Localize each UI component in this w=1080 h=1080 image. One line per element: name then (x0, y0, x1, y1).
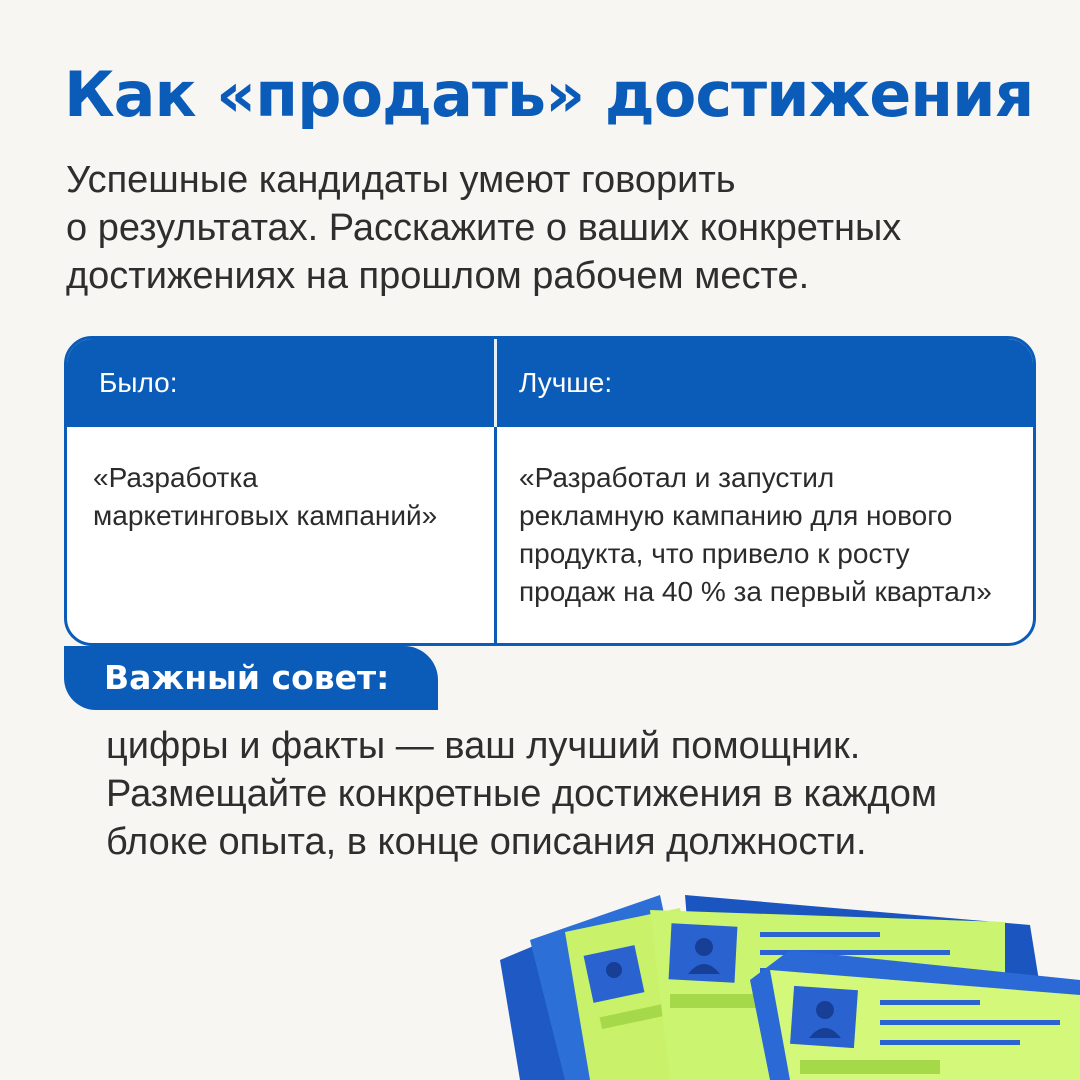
tip-text (106, 722, 937, 866)
tip-label: Важный совет: (104, 658, 390, 697)
header-better: Лучше: (519, 367, 613, 398)
cell-before (93, 459, 437, 535)
tip-line: Размещайте конкретные достижения в каждом (106, 773, 937, 815)
tip-badge (64, 646, 438, 710)
tip-line: цифры и факты — ваш лучший помощник. (106, 725, 861, 767)
cell-line: продаж на 40 % за первый квартал» (519, 576, 992, 607)
cell-line: рекламную кампанию для нового (519, 500, 953, 531)
header-before: Было: (99, 367, 178, 398)
comparison-table (64, 336, 1036, 646)
intro-text (66, 156, 1006, 300)
intro-line: о результатах. Расскажите о ваших конкретных (66, 207, 902, 249)
cell-better (519, 459, 992, 611)
header-divider (494, 339, 497, 427)
cell-line: «Разработал и запустил (519, 462, 835, 493)
page-title: Как «продать» достижения (64, 58, 1034, 131)
intro-line: Успешные кандидаты умеют говорить (66, 159, 736, 201)
cell-line: продукта, что привело к росту (519, 538, 910, 569)
cell-line: маркетинговых кампаний» (93, 500, 438, 531)
resume-documents-icon (470, 870, 1080, 1080)
intro-line: достижениях на прошлом рабочем месте. (66, 255, 810, 297)
tip-line: блоке опыта, в конце описания должности. (106, 821, 867, 863)
cell-line: «Разработка (93, 462, 258, 493)
